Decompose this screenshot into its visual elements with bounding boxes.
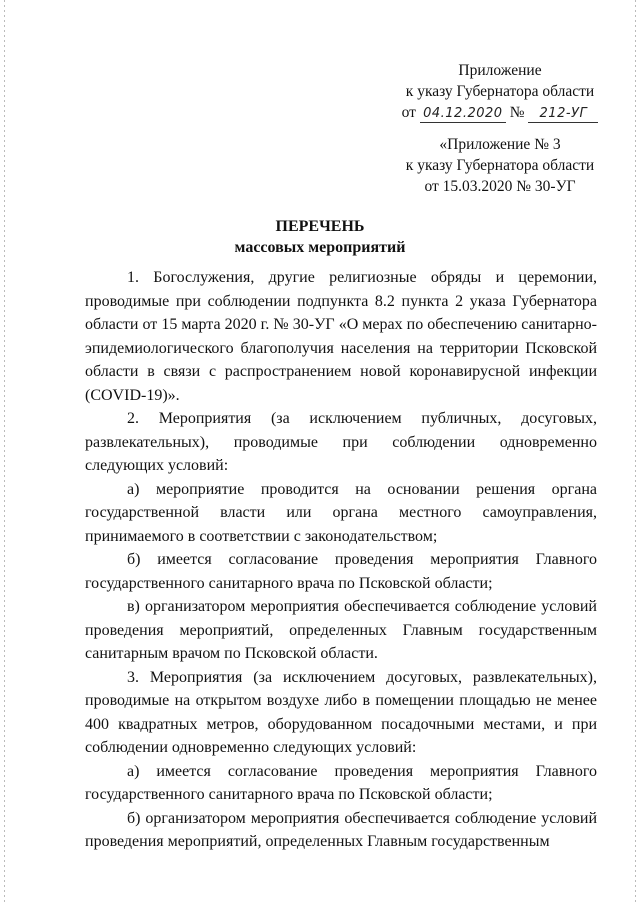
- appendix-title: Приложение: [458, 62, 542, 79]
- paragraph: 3. Мероприятия (за исключением досуговых, развлекательных), проводимые на открытом воздухе либо в помещении площадью не менее 400 квадратных метров, оборудованном посадочными местами, и при соблюдении одновременно следующих условий:: [85, 668, 597, 756]
- paragraph: б) организатором мероприятия обеспечивается соблюдение условий проведения мероприятий, определенных Главным государственным: [85, 809, 597, 850]
- paragraph: а) имеется согласование проведения мероприятия Главного государственного санитарного врача по Псковской области;: [85, 762, 597, 803]
- number-label: №: [509, 104, 525, 121]
- appendix-header: [395, 60, 605, 123]
- title-main: ПЕРЕЧЕНЬ: [275, 218, 365, 235]
- document-body: [85, 266, 597, 854]
- quoted-appendix-decree-ref: к указу Губернатора области: [405, 157, 595, 174]
- quoted-appendix-title: «Приложение № 3: [439, 136, 561, 153]
- document-title: [0, 216, 640, 258]
- appendix-decree-ref: к указу Губернатора области: [405, 83, 595, 100]
- quoted-appendix-date: от 15.03.2020 № 30-УГ: [424, 178, 576, 195]
- paragraph: в) организатором мероприятия обеспечивается соблюдение условий проведения мероприятий, определенных Главным государственным санитарным врачом по Псковской области.: [85, 598, 597, 662]
- scan-edge-right: [635, 0, 636, 905]
- paragraph: а) мероприятие проводится на основании решения органа государственной власти или органа местного самоуправления, принимаемого в соответствии с законодательством;: [85, 480, 597, 545]
- handwritten-number: 212-УГ: [528, 106, 598, 123]
- scan-edge-left: [4, 0, 5, 905]
- paragraph: 1. Богослужения, другие религиозные обряды и церемонии, проводимые при соблюдении подпункта 8.2 пункта 2 указа Губернатора области от 15 марта 2020 г. № 30-УГ «О мерах по обеспечению санитарно-эпидемиологического благополучия населения на территории Псковской области в связи с распространением новой коронавирусной инфекции (COVID-19)».: [85, 269, 597, 404]
- handwritten-date: 04.12.2020: [420, 106, 506, 123]
- quoted-appendix-header: [395, 134, 605, 197]
- paragraph: б) имеется согласование проведения мероприятия Главного государственного санитарного врача по Псковской области;: [85, 551, 597, 592]
- title-sub: массовых мероприятий: [234, 239, 406, 256]
- appendix-date-number: [395, 102, 605, 123]
- paragraph: 2. Мероприятия (за исключением публичных, досуговых, развлекательных), проводимые при соблюдении одновременно следующих условий:: [85, 410, 597, 474]
- from-label: от: [401, 104, 416, 121]
